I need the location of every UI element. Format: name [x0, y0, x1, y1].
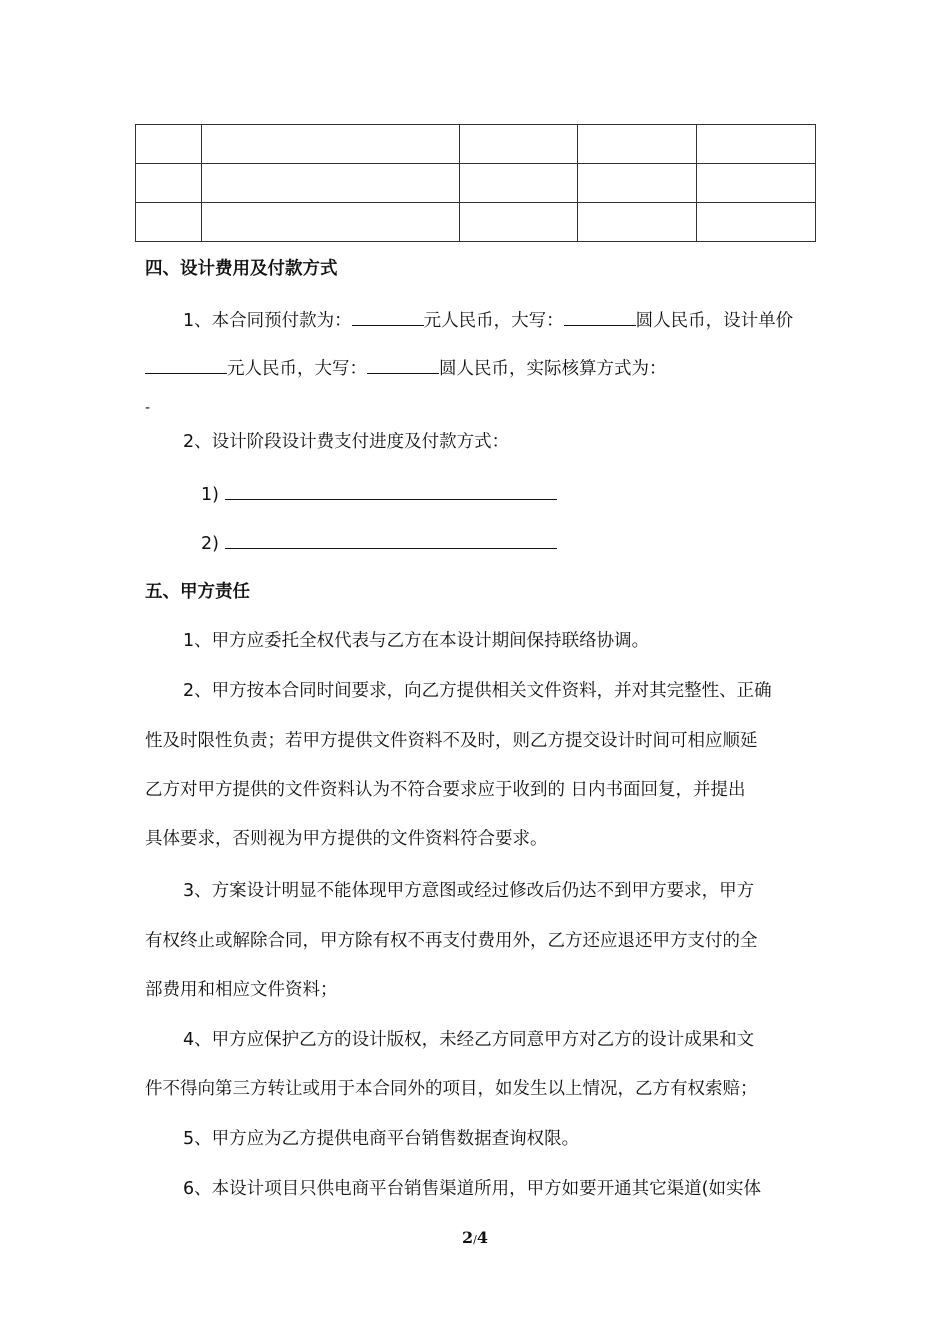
section-heading-fees: 四、设计费用及付款方式: [145, 259, 338, 279]
table-row: [136, 164, 816, 203]
body-line: 件不得向第三方转让或用于本合同外的项目，如发生以上情况，乙方有权索赔；: [145, 1079, 758, 1099]
prepayment-capital-blank[interactable]: [564, 307, 636, 326]
table-cell: [578, 203, 697, 242]
body-line: 5、甲方应为乙方提供电商平台销售数据查询权限。: [183, 1129, 580, 1149]
body-line: 具体要求，否则视为甲方提供的文件资料符合要求。: [145, 829, 548, 849]
body-line: 6、本设计项目只供电商平台销售渠道所用，甲方如要开通其它渠道(如实体: [183, 1179, 761, 1199]
prepayment-label: 1、本合同预付款为：: [183, 311, 352, 331]
table-cell: [136, 164, 202, 203]
unit-price-line: [145, 355, 667, 381]
table-cell: [460, 203, 578, 242]
body-line: 4、甲方应保护乙方的设计版权，未经乙方同意甲方对乙方的设计成果和文: [183, 1030, 755, 1050]
body-line: 2、甲方按本合同时间要求，向乙方提供相关文件资料，并对其完整性、正确: [183, 681, 772, 701]
section-heading-party-a: 五、甲方责任: [145, 582, 250, 602]
table-cell: [202, 125, 460, 164]
table-cell: [578, 164, 697, 203]
payment-item-1-label: 1): [201, 485, 219, 505]
unit-price-blank[interactable]: [145, 355, 227, 374]
rmb-capital-label-2: 元人民币，大写：: [227, 359, 367, 379]
payment-item-2: [201, 530, 557, 556]
dash-mark: -: [145, 400, 151, 416]
body-line: 1、甲方应委托全权代表与乙方在本设计期间保持联络协调。: [183, 631, 650, 651]
payment-item-1: [201, 481, 557, 507]
page-number: [0, 1228, 950, 1247]
unit-price-label: 圆人民币，设计单价: [635, 311, 794, 331]
table-cell: [202, 203, 460, 242]
body-line: 乙方对甲方提供的文件资料认为不符合要求应于收到的 日内书面回复，并提出: [145, 780, 746, 800]
table-cell: [578, 125, 697, 164]
body-line: 有权终止或解除合同，甲方除有权不再支付费用外，乙方还应退还甲方支付的全: [145, 931, 758, 951]
settlement-label: 圆人民币，实际核算方式为：: [439, 359, 667, 379]
body-line: 3、方案设计明显不能体现甲方意图或经过修改后仍达不到甲方要求，甲方: [183, 881, 755, 901]
table-row: [136, 203, 816, 242]
table-cell: [697, 164, 816, 203]
table-cell: [136, 203, 202, 242]
unit-price-capital-blank[interactable]: [367, 355, 439, 374]
fee-table: [135, 124, 816, 242]
body-line: 部费用和相应文件资料；: [145, 980, 338, 1000]
prepayment-amount-blank[interactable]: [352, 307, 424, 326]
table-cell: [697, 203, 816, 242]
page-total: 4: [476, 1228, 488, 1247]
payment-item-2-blank[interactable]: [225, 530, 557, 549]
prepayment-line: [183, 307, 793, 333]
table-row: [136, 125, 816, 164]
table-cell: [697, 125, 816, 164]
table-cell: [460, 164, 578, 203]
rmb-capital-label: 元人民币，大写：: [423, 311, 564, 331]
page-current: 2: [462, 1228, 474, 1247]
table-cell: [460, 125, 578, 164]
table-cell: [136, 125, 202, 164]
table-cell: [202, 164, 460, 203]
payment-schedule-line: 2、设计阶段设计费支付进度及付款方式：: [183, 432, 510, 452]
payment-item-1-blank[interactable]: [225, 481, 557, 500]
payment-item-2-label: 2): [201, 534, 219, 554]
page-separator: /: [473, 1233, 477, 1246]
body-line: 性及时限性负责；若甲方提供文件资料不及时，则乙方提交设计时间可相应顺延: [145, 731, 758, 751]
